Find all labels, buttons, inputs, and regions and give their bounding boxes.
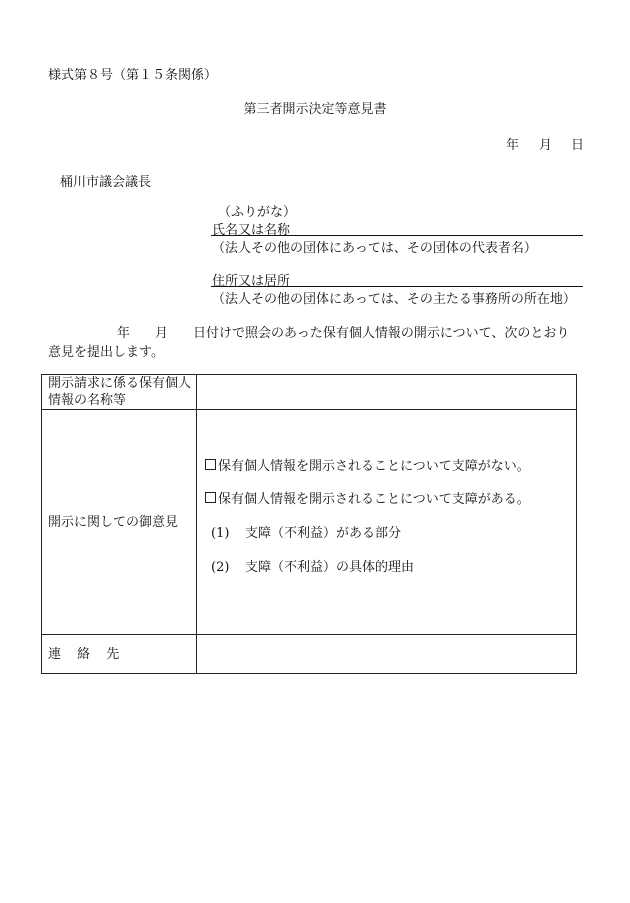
sub-item-1-number: (1)	[211, 526, 230, 541]
contact-label: 連 絡 先	[42, 635, 197, 674]
contact-field[interactable]	[197, 635, 577, 674]
option-issue	[205, 488, 530, 507]
body-paragraph-line2: 意見を提出します。	[48, 345, 164, 360]
document-title: 第三者開示決定等意見書	[243, 102, 387, 117]
opinion-field	[197, 410, 577, 635]
opinion-table	[41, 374, 577, 674]
body-month-label: 月	[155, 326, 169, 341]
no-issue-checkbox[interactable]	[205, 459, 216, 470]
option-no-issue	[205, 455, 530, 474]
date-month-label: 月	[539, 138, 553, 153]
date-day-label: 日	[571, 138, 585, 153]
address-field-line[interactable]	[211, 286, 583, 287]
table-row	[42, 410, 577, 635]
option-issue-text: 保有個人情報を開示されることについて支障がある。	[218, 492, 530, 507]
sub-item-2-text: 支障（不利益）の具体的理由	[245, 560, 415, 575]
addressee: 桶川市議会議長	[60, 175, 152, 190]
body-text: 日付けで照会のあった保有個人情報の開示について、次のとおり	[193, 326, 570, 341]
date-year-label: 年	[506, 138, 520, 153]
table-row	[42, 635, 577, 674]
table-row	[42, 375, 577, 410]
address-label: 住所又は居所	[212, 274, 291, 289]
sub-item-1	[211, 522, 401, 541]
info-name-field[interactable]	[197, 375, 577, 410]
sub-item-2-number: (2)	[211, 560, 230, 575]
option-no-issue-text: 保有個人情報を開示されることについて支障がない。	[218, 459, 530, 474]
furigana-label: （ふりがな）	[218, 205, 297, 220]
form-number: 様式第８号（第１５条関係）	[48, 68, 218, 83]
sub-item-1-text: 支障（不利益）がある部分	[245, 526, 402, 541]
name-field-line[interactable]	[211, 235, 583, 236]
name-note: （法人その他の団体にあっては、その団体の代表者名）	[212, 241, 537, 256]
body-year-label: 年	[117, 326, 131, 341]
address-note: （法人その他の団体にあっては、その主たる事務所の所在地）	[212, 292, 576, 307]
info-name-label: 開示請求に係る保有個人情報の名称等	[42, 375, 197, 410]
opinion-label: 開示に関しての御意見	[42, 410, 197, 635]
name-label: 氏名又は名称	[212, 223, 291, 238]
issue-checkbox[interactable]	[205, 492, 216, 503]
sub-item-2	[211, 556, 414, 575]
